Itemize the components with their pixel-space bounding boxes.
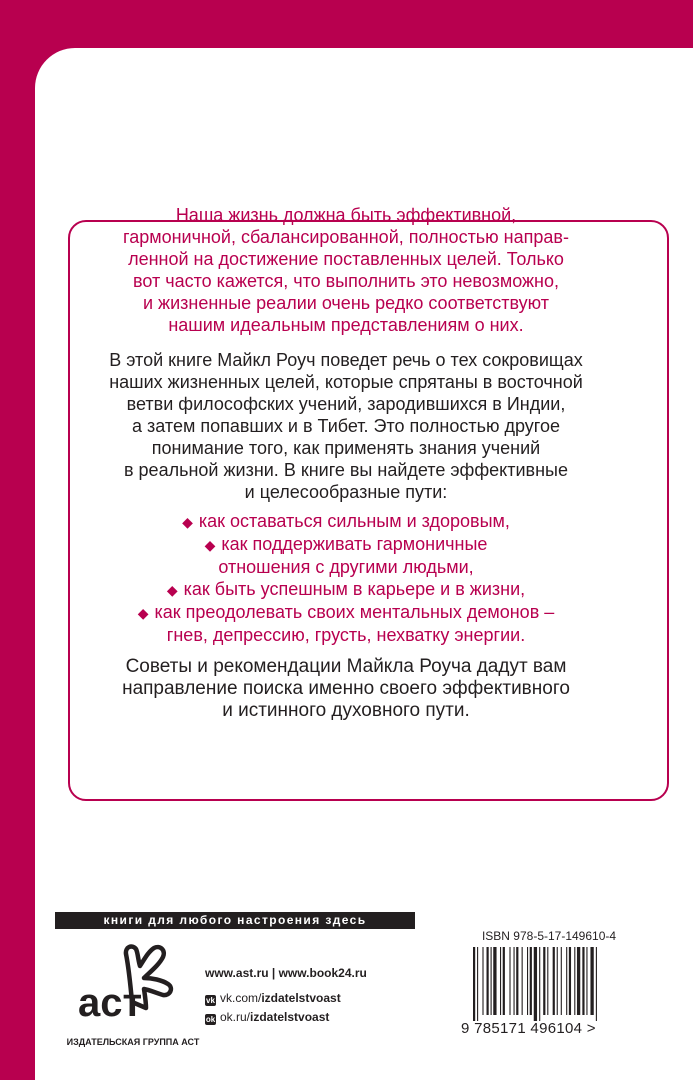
barcode-bar (586, 947, 587, 1015)
barcode-bar (503, 947, 505, 1015)
barcode-bar (473, 947, 475, 1021)
vk-link[interactable]: vk vk.com/izdatelstvoast (206, 991, 341, 1005)
barcode-bar (561, 947, 562, 1015)
barcode-bar (509, 947, 510, 1015)
diamond-bullet-icon: ◆ (204, 537, 216, 553)
barcode-bar (514, 947, 515, 1015)
barcode-bar (577, 947, 580, 1015)
barcode-bar (543, 947, 545, 1015)
list-item: ◆ как преодолевать своих ментальных демонов – (137, 602, 555, 622)
barcode-bar (569, 947, 571, 1015)
tagline-banner: книги для любого настроения здесь (55, 912, 415, 929)
barcode-bar (522, 947, 523, 1015)
barcode-bar (566, 947, 567, 1015)
ok-icon: ok (205, 1015, 216, 1024)
barcode-bar (482, 947, 483, 1015)
barcode-bar (530, 947, 532, 1015)
barcode-bar (534, 947, 537, 1021)
barcode-bar (582, 947, 584, 1015)
ast-logo-icon (74, 940, 184, 1028)
barcode-bar (574, 947, 575, 1015)
bullet-list (36, 510, 656, 646)
barcode-bar (493, 947, 496, 1015)
barcode-bar (527, 947, 528, 1015)
list-item: ◆ как поддерживать гармоничные (204, 534, 488, 554)
vk-icon: vk (206, 996, 215, 1005)
barcode-bar (500, 947, 501, 1015)
closing-paragraph: Советы и рекомендации Майкла Роуча дадут вам направление поиска именно своего эффективного и истинного духовного пути. (122, 656, 570, 721)
barcode-icon (471, 947, 631, 1021)
list-item: ◆ как оставаться сильным и здоровым, (182, 511, 510, 531)
list-item-continuation: гнев, депрессию, грусть, нехватку энергии. (166, 625, 526, 645)
body-paragraph: В этой книге Майкл Роуч поведет речь о тех сокровищах наших жизненных целей, которые спрятаны в восточной ветви философских учений, зародившихся в Индии, а затем попавших и в Тибет. Это полностью другое понимание того, как применять знания учений в реальной жизни. В книге вы найдете эффективные и целесообразные пути: (109, 350, 583, 502)
barcode-bar (539, 947, 540, 1021)
barcode-bar (553, 947, 555, 1015)
isbn-number: ISBN 978-5-17-149610-4 (481, 929, 617, 943)
barcode-bar (557, 947, 558, 1015)
barcode-bar (547, 947, 548, 1015)
barcode-bar (590, 947, 593, 1015)
list-item: ◆ как быть успешным в карьере и в жизни, (166, 579, 526, 599)
ok-link[interactable]: ok ok.ru/izdatelstvoast (205, 1010, 330, 1024)
list-item-continuation: отношения с другими людьми, (218, 557, 474, 577)
barcode-bar (516, 947, 518, 1015)
logo-text: аст (78, 981, 143, 1025)
barcode-bar (487, 947, 489, 1015)
diamond-bullet-icon: ◆ (166, 582, 178, 598)
barcode-bar (477, 947, 478, 1021)
diamond-bullet-icon: ◆ (137, 605, 149, 621)
ean-digits: 9 785171 496104 > (461, 1020, 596, 1037)
diamond-bullet-icon: ◆ (182, 514, 193, 530)
isbn-block (455, 925, 643, 1050)
website-links[interactable]: www.ast.ru | www.book24.ru (205, 966, 367, 980)
barcode-bar (596, 947, 597, 1021)
intro-paragraph: Наша жизнь должна быть эффективной, гармоничной, сбалансированной, полностью направ- ленной на достижение поставленных целей. Только вот часто кажется, что выполнить это невозможно, и жизненные реалии очень редко соответствуют нашим идеальным представлениям о них. (123, 205, 569, 335)
publisher-caption: ИЗДАТЕЛЬСКАЯ ГРУППА АСТ (66, 1037, 200, 1047)
barcode-bar (491, 947, 492, 1015)
